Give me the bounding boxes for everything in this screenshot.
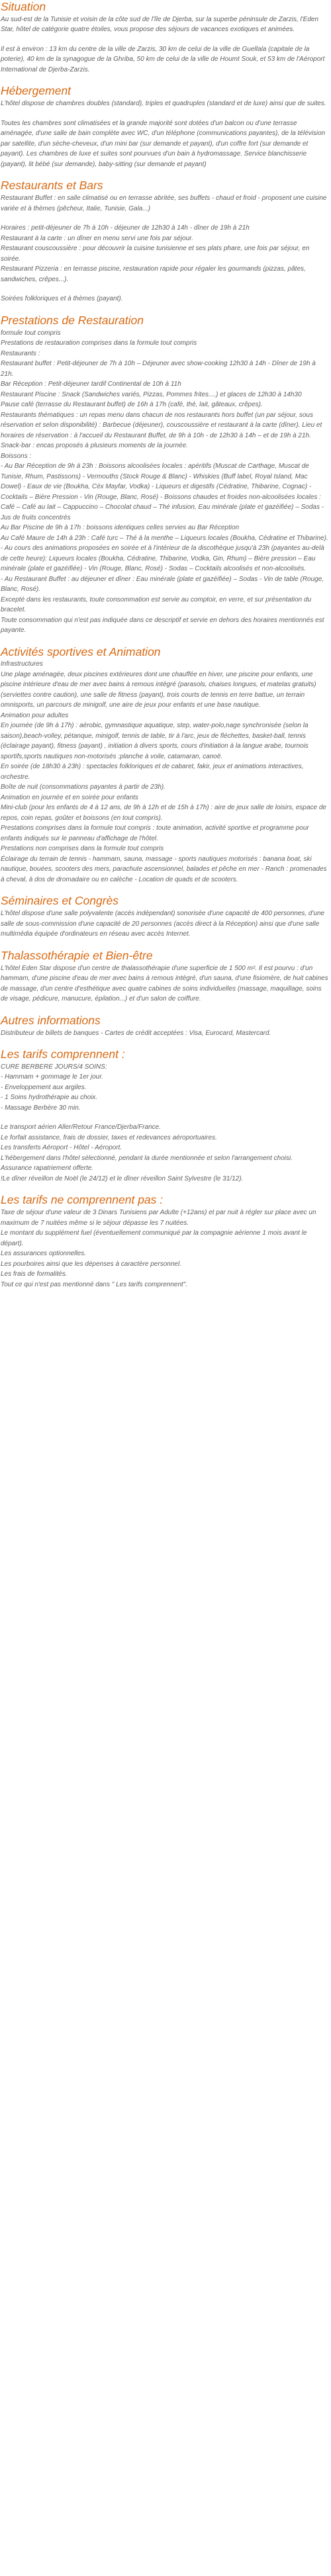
- section-activites-animation: [1, 645, 330, 885]
- paragraph: Les transferts Aéroport - Hôtel - Aéroport.: [1, 1144, 122, 1152]
- paragraph: L'hôtel Eden Star dispose d'un centre de thalassothérapie d'une superficie de 1 500 m². Il est pourvu : d'un hammam, d'une piscine d'eau de mer avec bains à remous intégré, d'un sauna, d'une fisiomère, de huit cabines de massage, d'un centre d'esthétique avec quatre cabines de soins individuelles (massage, maquillage, soins de visage, pédicure, manucure, épilation...) et d'un salon de coiffure.: [1, 964, 328, 1003]
- paragraph: Toute consommation qui n'est pas indiquée dans ce descriptif et servie en dehors des horaires mentionnés est payante.: [1, 616, 324, 634]
- paragraph: - Enveloppement aux argiles.: [1, 1083, 87, 1091]
- section-title: Restaurants et Bars: [1, 179, 103, 193]
- paragraph: Boîte de nuit (consommations payantes à partir de 23h).: [1, 783, 166, 791]
- paragraph: !Le dîner réveillon de Noël (le 24/12) et le dîner réveillon Saint Sylvestre (le 31/12).: [1, 1175, 244, 1182]
- paragraph: Le transport aérien Aller/Retour France/Djerba/France.: [1, 1124, 161, 1132]
- paragraph: - Hammam + gommage le 1er jour.: [1, 1073, 103, 1081]
- paragraph: En journée (de 9h à 17h) : aérobic, gymnastique aquatique, step, water-polo,nage synchronisée (selon la saison),beach-volley, pétanque, minigolf, tennis de table, tir à l'arc, jeux de fléchettes, basket-ball, tennis (éclairage payant), fitness (payant) , initiation à divers sports, cours d'initiation à la langue arabe, tournois sportifs,sports nautiques non-motorisés :planche à voile, catamaran, canoë.: [1, 722, 308, 760]
- paragraph: Les pourboires ainsi que les dépenses à caractère personnel.: [1, 1260, 181, 1268]
- section-title: Activités sportives et Animation: [1, 644, 161, 658]
- section-tarifs-comprennent: [1, 1047, 330, 1184]
- paragraph: formule tout compris: [1, 329, 61, 337]
- section-title: Autres informations: [1, 1013, 101, 1027]
- section-hebergement: [1, 84, 330, 169]
- paragraph: Infrastructures: [1, 660, 43, 668]
- paragraph: - 1 Soins hydrothérapie au choix.: [1, 1094, 98, 1102]
- paragraph: Restaurant Pizzeria : en terrasse piscine, restauration rapide pour régaler les gourmands (pizzas, pâtes, sandwiches, crêpes...).: [1, 265, 306, 283]
- section-seminaires: [1, 894, 330, 939]
- paragraph: Prestations comprises dans la formule tout compris : toute animation, activité sportive et programme pour enfants indiqués sur le panneau d'affichage de l'hôtel.: [1, 824, 309, 842]
- section-prestations-restauration: [1, 314, 330, 636]
- paragraph: Le montant du supplément fuel (éventuellement communiqué par la compagnie aérienne 1 mois avant le départ).: [1, 1229, 307, 1247]
- section-tarifs-ne-comprennent-pas: [1, 1193, 330, 1290]
- paragraph: Tout ce qui n'est pas mentionné dans " Les tarifs comprennent".: [1, 1280, 188, 1288]
- section-situation: [1, 0, 330, 75]
- paragraph: CURE BERBERE JOURS/4 SOINS:: [1, 1063, 107, 1071]
- paragraph: Boissons :: [1, 452, 32, 460]
- paragraph: L'hôtel dispose d'une salle polyvalente (accès indépendant) sonorisée d'une capacité de 400 personnes, d'une salle de sous-commission d'une capacité de 20 personnes (accès direct à la Réception) ainsi que d'une salle multimédia équipée d'ordinateurs en réseau avec accès Internet.: [1, 910, 325, 938]
- paragraph: Au Café Maure de 14h à 23h : Café turc – Thé à la menthe – Liqueurs locales (Boukha, Cédratine et Thibarine).: [1, 534, 328, 542]
- paragraph: Le forfait assistance, frais de dossier, taxes et redevances aéroportuaires.: [1, 1133, 217, 1141]
- paragraph: Les assurances optionnelles.: [1, 1250, 86, 1258]
- paragraph: Excepté dans les restaurants, toute consommation est servie au comptoir, en verre, et sur présentation du bracelet.: [1, 596, 312, 613]
- paragraph: Au Bar Piscine de 9h à 17h : boissons identiques celles servies au Bar Réception: [1, 524, 240, 531]
- section-title: Thalassothérapie et Bien-être: [1, 948, 153, 962]
- paragraph: Horaires : petit-déjeuner de 7h à 10h - déjeuner de 12h30 à 14h - dîner de 19h à 21h: [1, 224, 250, 232]
- paragraph: Bar Réception : Petit-déjeuner tardif Continental de 10h à 11h: [1, 380, 181, 388]
- paragraph: Snack-bar : encas proposés à plusieurs moments de la journée.: [1, 442, 188, 449]
- paragraph: Taxe de séjour d'une valeur de 3 Dinars Tunisiens par Adulte (+12ans) et par nuit à régler sur place avec un maximum de 7 nuitées même si le séjour dépasse les 7 nuitées.: [1, 1209, 316, 1227]
- section-thalasso: [1, 949, 330, 1004]
- section-title: Les tarifs ne comprennent pas :: [1, 1193, 164, 1207]
- paragraph: Restaurant couscoussière : pour découvrir la cuisine tunisienne et ses plats phare, une fois par séjour, en soirée.: [1, 245, 310, 263]
- paragraph: L'hôtel dispose de chambres doubles (standard), triples et quadruples (standard et de luxe) ainsi que de suites.: [1, 100, 326, 108]
- paragraph: Une plage aménagée, deux piscines extérieures dont une chauffée en hiver, une piscine pour enfants, une piscine intérieure d'eau de mer avec bains à remous intégré (parasols, chaises longues, et matelas gratuits) (serviettes contre caution), une salle de fitness (payant), trois courts de tennis en terre battue, un terrain omnisports, un parcours de minigolf, une aire de jeux pour enfants et une base nautique.: [1, 670, 316, 709]
- paragraph: Animation en journée et en soirée pour enfants: [1, 793, 138, 801]
- section-restaurants-bars: [1, 179, 330, 304]
- paragraph: - Au Bar Réception de 9h à 23h : Boissons alcoolisées locales : apéritifs (Muscat de Carthage, Muscat de Tunisie, Rhum, Pastissons) - Vermouths (Stock Rouge & Blanc) - Whiskies (Buff label, Royal Island, Mac Dowel) - Eaux de vie (Boukha, Céx Mayfar, Vodka) - Liqueurs et digestifs (Cédratine, Thibarine, Cognac) - Cocktails – Bière Pression - Vin (Rouge, Blanc, Rosé) - Boissons chaudes et froides non-alcoolisées locales : Café – Café au lait – Cappuccino – Chocolat chaud – Thé infusion, Eau minérale (plate et gazéifiée) – Sodas - Jus de fruits concentrés: [1, 463, 324, 521]
- paragraph: Restaurant Piscine : Snack (Sandwiches variés, Pizzas, Pommes frites....) et glaces de 12h30 à 14h30: [1, 390, 302, 398]
- paragraph: Toutes les chambres sont climatisées et la grande majorité sont dotées d'un balcon ou d'une terrasse aménagée, d'une salle de bain complète avec WC, d'un téléphone (communications payantes), de la télévision par satellite, d'un sèche-cheveux, d'un mini bar (sur demande et payant), d'un coffre fort (sur demande et payant). Les chambres de luxe et suites sont pourvues d'un bain à hydromassage. Service blanchisserie (payant), lit bébé (sur demande), baby-sitting (sur demande et payant): [1, 119, 326, 168]
- paragraph: Soirées folkloriques et à thèmes (payant).: [1, 295, 123, 303]
- paragraph: Pause café (terrasse du Restaurant buffet) de 16h à 17h (café, thé, lait, gâteaux, crêpes).: [1, 401, 263, 408]
- paragraph: Distributeur de billets de banques - Cartes de crédit acceptées : Visa, Eurocard, Mastercard.: [1, 1029, 271, 1037]
- paragraph: Restaurants thématiques : un repas menu dans chacun de nos restaurants hors buffet (un par séjour, sous réservation et selon disponibilité) : Barbecue (déjeuner), couscoussière et restaurant à la carte (dîner). Lieu et horaires de réservation : à l'accueil du Restaurant Buffet, de 9h à 10h - de 12h30 à 14h – et de 19h à 21h.: [1, 411, 322, 439]
- paragraph: Prestations non comprises dans la formule tout compris: [1, 845, 164, 853]
- section-title: Prestations de Restauration: [1, 313, 144, 327]
- section-title: Situation: [1, 0, 46, 13]
- paragraph: Animation pour adultes: [1, 711, 69, 719]
- paragraph: Restaurants :: [1, 349, 40, 357]
- section-title: Les tarifs comprennent :: [1, 1047, 125, 1061]
- paragraph: Au sud-est de la Tunisie et voisin de la côte sud de l'île de Djerba, sur la superbe péninsule de Zarzis, l'Eden Star, hôtel de catégorie quatre étoiles, vous propose des séjours de vacances exotiques et animées.: [1, 15, 319, 34]
- paragraph: Mini-club (pour les enfants de 4 à 12 ans, de 9h à 12h et de 15h à 17h) : aire de jeux salle de loisirs, espace de repos, coin repas, goûter et boissons (en tout compris).: [1, 804, 326, 822]
- paragraph: Restaurant buffet : Petit-déjeuner de 7h à 10h – Déjeuner avec show-cooking 12h30 à 14h - Dîner de 19h à 21h.: [1, 360, 316, 378]
- paragraph: Assurance rapatriement offerte.: [1, 1165, 94, 1173]
- paragraph: - Au cours des animations proposées en soirée et à l'intérieur de la discothèque jusqu'à 23h (payantes au-delà de cette heure): Liqueurs locales (Boukha, Cédratine, Thibarine, Vodka, Gin, Rhum) – Bière pression – Eau minérale (plate et gazéifiée) - Vin (Rouge, Blanc, Rosé) - Sodas – Cocktails alcoolisés et non-alcoolisés.: [1, 545, 324, 572]
- paragraph: Les frais de formalités.: [1, 1270, 68, 1278]
- paragraph: Restaurant Buffet : en salle climatisé ou en terrasse abritée, ses buffets - chaud et froid - proposent une cuisine variée et à thèmes (pêcheur, Italie, Tunisie, Gala...): [1, 195, 327, 212]
- paragraph: Restaurant à la carte : un dîner en menu servi une fois par séjour.: [1, 234, 193, 242]
- section-title: Séminaires et Congrès: [1, 894, 118, 908]
- paragraph: Prestations de restauration comprises dans la formule tout compris: [1, 339, 197, 347]
- section-title: Hébergement: [1, 84, 71, 98]
- paragraph: En soirée (de 18h30 à 23h) : spectacles folkloriques et de cabaret, fakir, jeux et animations interactives, orchestre.: [1, 763, 304, 781]
- paragraph: Éclairage du terrain de tennis - hammam, sauna, massage - sports nautiques motorisés : banana boat, ski nautique, bouées, scooters des mers, parachute ascensionnel, balades et pêche en mer - Ranch : promenades à cheval, à dos de dromadaire ou en calèche - Location de quads et de scooters.: [1, 855, 327, 883]
- paragraph: Il est à environ : 13 km du centre de la ville de Zarzis, 30 km de celui de la ville de Guellala (capitale de la poterie), 40 km de la synagogue de la Ghriba, 50 km de celui de la ville de Houmt Souk, et 53 km de l'Aéroport International de Djerba-Zarzis.: [1, 45, 325, 73]
- paragraph: L'hébergement dans l'hôtel sélectionné, pendant la durée mentionnée et selon l'arrangement choisi.: [1, 1154, 293, 1162]
- paragraph: - Au Restaurant Buffet : au déjeuner et dîner : Eau minérale (plate et gazéifiée) – Sodas - Vin de table (Rouge, Blanc, Rosé).: [1, 575, 324, 593]
- paragraph: - Massage Berbère 30 min.: [1, 1104, 81, 1112]
- section-autres-informations: [1, 1014, 330, 1038]
